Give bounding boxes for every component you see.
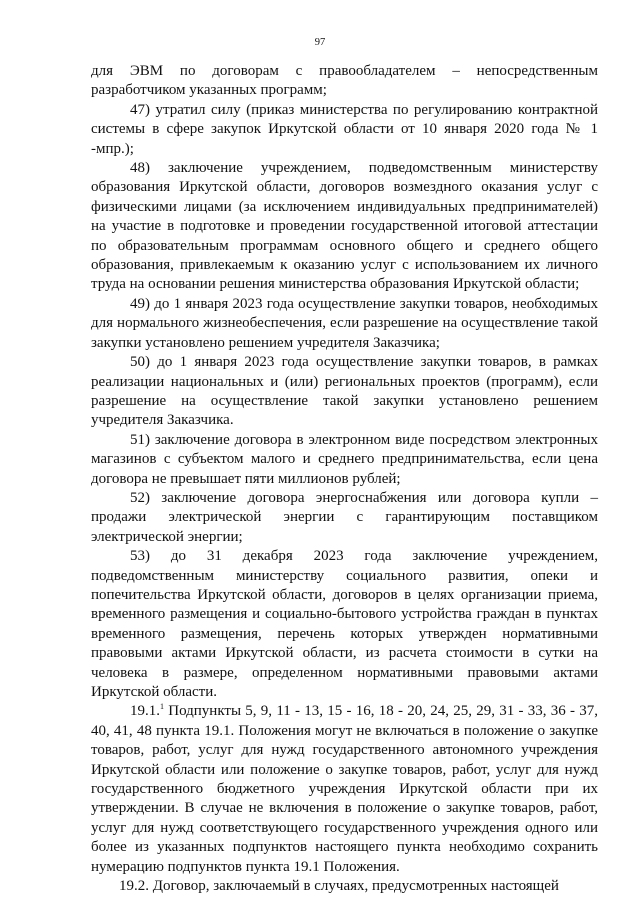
paragraph-19-1-1 [91,702,598,877]
document-body [91,62,598,896]
paragraph-49: 49) до 1 января 2023 года осуществление закупки товаров, необходимых для нормального жизнеобеспечения, если разрешение на осуществление такой закупки установлено решением учредителя Заказчика; [91,295,598,351]
paragraph-51: 51) заключение договора в электронном виде посредством электронных магазинов с субъектом малого и среднего предпринимательства, если цена договора не превышает пяти миллионов рублей; [91,431,598,487]
paragraph-52: 52) заключение договора энергоснабжения или договора купли – продажи электрической энергии с гарантирующим поставщиком электрической энергии; [91,489,598,545]
paragraph-50: 50) до 1 января 2023 года осуществление закупки товаров, в рамках реализации национальных и (или) региональных проектов (программ), если разрешение на осуществление такой закупки установлено решением учредителя Заказчика. [91,354,598,429]
paragraph-19-1-1-superscript: 1 [160,702,164,712]
paragraph-48: 48) заключение учреждением, подведомственным министерству образования Иркутской области, договоров возмездного оказания услуг с физическими лицами (за исключением индивидуальных предпринимателей) на участие в подготовке и проведении государственной итоговой аттестации по образовательным программам основного общего и среднего общего образования, привлекаемым к оказанию услуг с использованием их личного труда на основании решения министерства образования Иркутской области; [91,160,598,293]
paragraph-19-1-1-number: 19.1. [130,703,160,720]
paragraph-19-1-1-text: Подпункты 5, 9, 11 - 13, 15 - 16, 18 - 20, 24, 25, 29, 31 - 33, 36 - 37, 40, 41, 48 пункта 19.1. Положения могут не включаться в положение о закупке товаров, работ, услуг для нужд государственного автономного учреждения Иркутской области или положение о закупке товаров, работ, услуг для нужд государственного бюджетного учреждения Иркутской области при их утверждении. В случае не включения в положение о закупке товаров, работ, услуг для нужд соответствующего государственного учреждения одного или более из указанных подпунктов настоящего пункта необходимо сохранить нумерацию подпунктов пункта 19.1 Положения. [91,703,598,875]
page-number: 97 [314,37,326,48]
paragraph-19-2: 19.2. Договор, заключаемый в случаях, предусмотренных настоящей [119,878,559,895]
paragraph-47: 47) утратил силу (приказ министерства по регулированию контрактной системы в сфере закупок Иркутской области от 10 января 2020 года № 1 -мпр.); [91,101,598,157]
paragraph-46-continuation: для ЭВМ по договорам с правообладателем – непосредственным разработчиком указанных программ; [91,63,598,99]
paragraph-53: 53) до 31 декабря 2023 года заключение учреждением, подведомственным министерству социального развития, опеки и попечительства Иркутской области, договоров в целях организации приема, временного размещения и социально-бытового устройства граждан в пунктах временного размещения, перечень которых утвержден нормативными правовыми актами Иркутской области, из расчета стоимости в сутки на человека в размере, определенном нормативными правовыми актами Иркутской области. [91,548,598,700]
